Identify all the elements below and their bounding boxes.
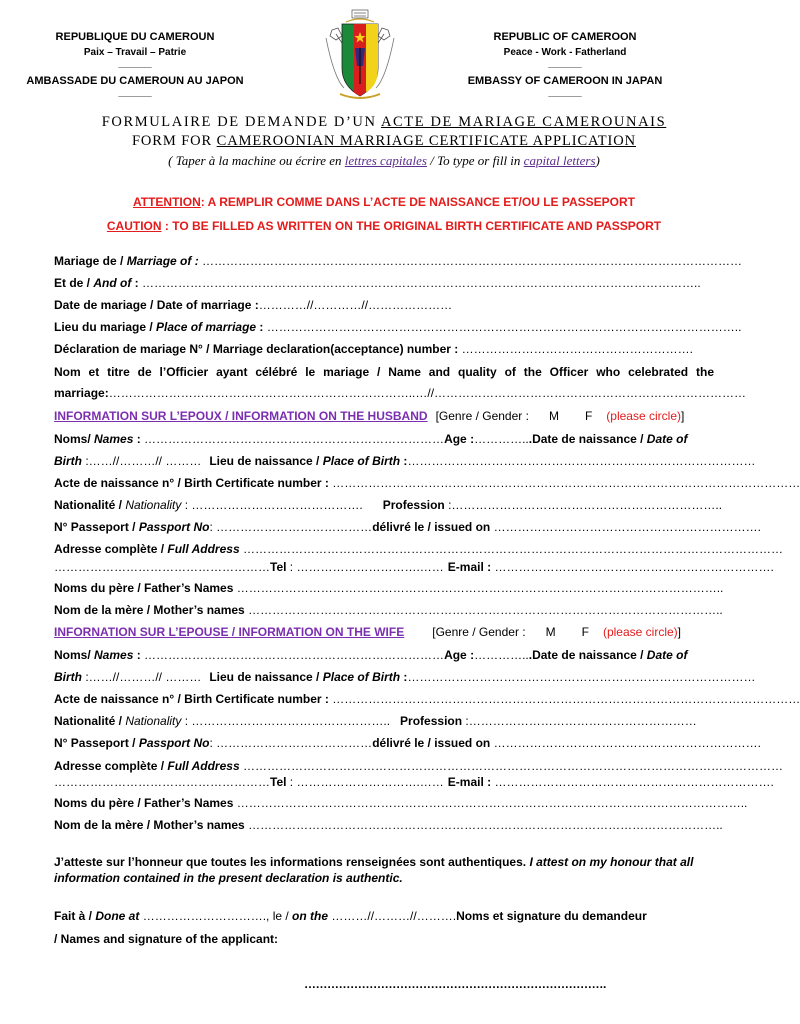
attention-label: ATTENTION xyxy=(132,195,201,209)
field-label: : xyxy=(400,454,408,468)
field-label: N° Passeport / xyxy=(54,520,139,534)
field-label: Names xyxy=(94,432,134,446)
issued-label: délivré le / issued on xyxy=(372,736,491,750)
field-label: Noms/ xyxy=(54,432,95,446)
field-label: : xyxy=(133,432,141,446)
divider-dash: ______ xyxy=(548,87,582,98)
title-en xyxy=(0,133,768,150)
gender-m-option[interactable]: M xyxy=(545,625,556,639)
field-label: Noms du père / Father’s Names xyxy=(54,581,234,595)
field-label: Noms du père / Father’s Names xyxy=(54,796,234,810)
nationality-placeholder: : ……………………………………. xyxy=(181,498,363,512)
birth-date-placeholder: :……//………// ……… xyxy=(82,454,202,468)
field-label: on the xyxy=(292,909,329,923)
header-right xyxy=(440,30,690,97)
officer-field[interactable] xyxy=(54,364,714,380)
gender-m-option[interactable]: M xyxy=(548,409,559,423)
field-label: Nom de la mère / Mother’s names xyxy=(54,603,245,617)
age-placeholder: ………….. xyxy=(474,648,529,662)
field-label: : xyxy=(400,670,408,684)
attestation-en: I attest on my honour that all information contained in the present declaration is authentic. xyxy=(54,855,694,885)
gender-bracket: ] xyxy=(677,625,682,639)
field-label: Full Address xyxy=(167,759,240,773)
email-label: E-mail : xyxy=(447,560,492,574)
instruction-part: ) xyxy=(595,153,600,168)
motto-fr: Paix – Travail – Patrie xyxy=(83,47,187,58)
birth-date-placeholder: :……//………// ……… xyxy=(82,670,202,684)
field-label: / Names and signature of the applicant: xyxy=(54,932,279,946)
instruction-caps-en: capital letters xyxy=(523,153,596,168)
done-at-field[interactable] xyxy=(54,908,714,924)
field-label: Nom de la mère / Mother’s names xyxy=(54,818,245,832)
wife-section-header xyxy=(54,624,714,640)
field-label: And of xyxy=(93,276,132,290)
title-fr xyxy=(0,114,768,131)
profession-label: Profession xyxy=(382,498,445,512)
husband-address-field[interactable]: Adresse complète / Full Address ……………………………………………………………………………………………………………………… xyxy=(54,542,783,556)
caution-label: CAUTION xyxy=(106,219,162,233)
divider-dash: ______ xyxy=(118,58,152,69)
gender-label: [Genre / Gender : xyxy=(432,625,526,639)
field-label: Nationality xyxy=(125,498,182,512)
field-label: Done at xyxy=(95,909,140,923)
tel-label: Tel xyxy=(270,560,287,574)
wife-tel-email-field[interactable]: ………………………………………………Tel : ………………………….…… E-mail : ……………………………………………………………. xyxy=(54,775,774,789)
divider-dash: ______ xyxy=(548,58,582,69)
passport-placeholder: : ………………………………… xyxy=(209,736,373,750)
gender-f-option[interactable]: F xyxy=(584,409,593,423)
field-label: Full Address xyxy=(167,542,240,556)
field-label: Lieu de naissance / xyxy=(209,670,323,684)
tel-placeholder: : ………………………….…… xyxy=(286,775,444,789)
wife-passport-field[interactable]: N° Passeport / Passport No: …………………………………délivré le / issued on …………………………………………………………. xyxy=(54,736,761,750)
field-label: Nationalité / xyxy=(54,714,126,728)
instruction-part: ( Taper à la machine ou écrire en xyxy=(168,153,345,168)
place-of-marriage-field[interactable]: Lieu du mariage / Place of marriage : ……………………………………………………………………………………………………….. xyxy=(54,320,742,334)
attention-text: : A REMPLIR COMME DANS L’ACTE DE NAISSANCE ET/OU LE PASSEPORT xyxy=(200,195,636,209)
field-label: Adresse complète / xyxy=(54,759,168,773)
field-label: Acte de naissance n° / Birth Certificate number : xyxy=(54,476,329,490)
caution-warning xyxy=(0,219,768,233)
tel-label: Tel xyxy=(270,775,287,789)
officer-placeholder: …………………………………………………………………..…//…………………………………………………………………… xyxy=(108,386,747,400)
field-label: Noms/ xyxy=(54,648,95,662)
wife-mother-field[interactable]: Nom de la mère / Mother’s names ……………………………………………………………………………………………………….. xyxy=(54,818,723,832)
dob-label: .Date de naissance / xyxy=(528,648,647,662)
wife-birth-field[interactable]: Birth :……//………// ……… Lieu de naissance / Place of Birth :…………………………………………………………………………… xyxy=(54,670,756,684)
tel-placeholder: : ………………………….…… xyxy=(286,560,444,574)
dob-label-en: Date of xyxy=(646,432,688,446)
and-of-field[interactable]: Et de / And of : ………………………………………………………………………………………………………………………….. xyxy=(54,276,701,290)
field-label: marriage: xyxy=(54,386,109,400)
instruction-caps-fr: lettres capitales xyxy=(344,153,427,168)
email-label: E-mail : xyxy=(447,775,492,789)
field-label: Place of Birth xyxy=(322,670,401,684)
instruction-part: / To type or fill in xyxy=(427,153,524,168)
passport-placeholder: : ………………………………… xyxy=(209,520,373,534)
dob-label-en: Date of xyxy=(646,648,688,662)
applicant-signature-label-en xyxy=(54,931,714,947)
attention-warning xyxy=(0,195,768,209)
field-label: Date de mariage / Date of marriage : xyxy=(54,298,259,312)
field-label: Adresse complète / xyxy=(54,542,168,556)
country-name-fr: REPUBLIQUE DU CAMEROUN xyxy=(55,31,215,43)
field-label: : xyxy=(131,276,139,290)
divider-dash: ______ xyxy=(118,87,152,98)
field-label: Acte de naissance n° / Birth Certificate number : xyxy=(54,692,329,706)
wife-names-field[interactable]: Noms/ Names : …………………………………………………………………Age :…………...Date de naissance / Date of xyxy=(54,648,688,662)
officer-field-cont[interactable] xyxy=(54,385,747,401)
field-label: Passport No xyxy=(138,736,210,750)
date-placeholder: ………//………//………. xyxy=(328,909,457,923)
section-title: INFORNATION SUR L’EPOUSE / INFORMATION ON THE WIFE xyxy=(54,625,405,639)
marriage-of-field[interactable]: Mariage de / Marriage of : ……………………………………………………………………………………………………………………… xyxy=(54,254,743,268)
attestation xyxy=(54,854,714,886)
field-label: Passport No xyxy=(138,520,210,534)
caution-text: : TO BE FILLED AS WRITTEN ON THE ORIGINAL BIRTH CERTIFICATE AND PASSPORT xyxy=(161,219,662,233)
title-en-prefix: FORM FOR xyxy=(131,133,217,149)
field-label: Fait à / xyxy=(54,909,96,923)
field-label: Nationality xyxy=(125,714,182,728)
husband-nationality-field[interactable]: Nationalité / Nationality : ……………………………………. Profession :………………………………………………………….. xyxy=(54,498,723,512)
signature-line[interactable]: ……………………………………………………………………. xyxy=(304,977,606,991)
field-label: Lieu de naissance / xyxy=(209,454,323,468)
title-fr-prefix: FORMULAIRE DE DEMANDE D’UN xyxy=(101,114,381,130)
date-placeholder: …………//…………//………………… xyxy=(258,298,453,312)
birth-label: Birth xyxy=(54,454,82,468)
section-title: INFORMATION SUR L’EPOUX / INFORMATION ON THE HUSBAND xyxy=(54,409,428,423)
attestation-fr: J’atteste sur l’honneur que toutes les informations renseignées sont authentiques. xyxy=(54,855,530,869)
embassy-name-en: EMBASSY OF CAMEROON IN JAPAN xyxy=(467,75,663,87)
embassy-name-fr: AMBASSADE DU CAMEROUN AU JAPON xyxy=(26,75,244,87)
field-label: Nom et titre de l’Officier ayant célébré le mariage / Name and quality of the Officer who celebrated the xyxy=(54,365,714,379)
please-circle-note: (please circle) xyxy=(602,625,678,639)
profession-label: Profession xyxy=(400,714,463,728)
declaration-number-field[interactable]: Déclaration de mariage N° / Marriage declaration(acceptance) number : …………………………………………………. xyxy=(54,342,693,356)
field-label: N° Passeport / xyxy=(54,736,139,750)
age-label: Age : xyxy=(444,648,475,662)
birth-label: Birth xyxy=(54,670,82,684)
husband-section-header xyxy=(54,408,714,424)
title-fr-main: ACTE DE MARIAGE CAMEROUNAIS xyxy=(380,114,667,130)
husband-birth-field[interactable]: Birth :……//………// ……… Lieu de naissance / Place of Birth :…………………………………………………………………………… xyxy=(54,454,756,468)
field-label: Marriage of : xyxy=(126,254,199,268)
field-label: Mariage de / xyxy=(54,254,127,268)
wife-nationality-field[interactable]: Nationalité / Nationality : ………………………………………….. Profession :………………………………………………… xyxy=(54,714,697,728)
field-label: Place of marriage xyxy=(156,320,257,334)
gender-bracket: ] xyxy=(681,409,685,423)
husband-father-field[interactable]: Noms du père / Father’s Names ………………………………………………………………………………………………………….. xyxy=(54,581,724,595)
husband-names-field[interactable]: Noms/ Names : …………………………………………………………………Age :…………...Date de naissance / Date of xyxy=(54,432,688,446)
applicant-signature-label: Noms et signature du demandeur xyxy=(456,909,647,923)
wife-address-field[interactable]: Adresse complète / Full Address ……………………………………………………………………………………………………………………… xyxy=(54,759,783,773)
please-circle-note: (please circle) xyxy=(606,409,681,423)
field-label: : xyxy=(133,648,141,662)
husband-tel-email-field[interactable]: ………………………………………………Tel : ………………………….…… E-mail : ……………………………………………………………. xyxy=(54,560,774,574)
nationality-placeholder: : ………………………………………….. xyxy=(181,714,391,728)
husband-passport-field[interactable]: N° Passeport / Passport No: …………………………………délivré le / issued on …………………………………………………………. xyxy=(54,520,761,534)
husband-birth-certificate-field[interactable]: Acte de naissance n° / Birth Certificate number : ……………………………………………………………………………………………………… xyxy=(54,476,800,490)
gender-f-option[interactable]: F xyxy=(581,625,589,639)
date-of-marriage-field[interactable] xyxy=(54,297,714,313)
cameroon-coat-of-arms-icon xyxy=(322,8,398,104)
header-left xyxy=(10,30,260,97)
country-name-en: REPUBLIC OF CAMEROON xyxy=(493,31,637,43)
husband-mother-field[interactable]: Nom de la mère / Mother’s names ……………………………………………………………………………………………………….. xyxy=(54,603,723,617)
done-at-placeholder: …………………………., le / xyxy=(139,909,293,923)
motto-en: Peace - Work - Fatherland xyxy=(503,47,627,58)
title-en-main: CAMEROONIAN MARRIAGE CERTIFICATE APPLICATION xyxy=(216,133,637,149)
wife-birth-certificate-field[interactable]: Acte de naissance n° / Birth Certificate number : ……………………………………………………………………………………………………… xyxy=(54,692,800,706)
dob-label: .Date de naissance / xyxy=(528,432,647,446)
field-label: Déclaration de mariage N° / Marriage declaration(acceptance) number : xyxy=(54,342,459,356)
gender-label: [Genre / Gender : xyxy=(435,409,529,423)
field-label: Names xyxy=(94,648,134,662)
field-label: : xyxy=(256,320,264,334)
age-label: Age : xyxy=(444,432,475,446)
issued-label: délivré le / issued on xyxy=(372,520,491,534)
field-label: Nationalité / xyxy=(54,498,126,512)
title-instruction xyxy=(0,153,768,169)
field-label: Et de / xyxy=(54,276,94,290)
field-label: Lieu du mariage / xyxy=(54,320,157,334)
age-placeholder: ………….. xyxy=(474,432,529,446)
wife-father-field[interactable]: Noms du père / Father’s Names ……………………………………………………………………………………………………………….. xyxy=(54,796,748,810)
field-label: Place of Birth xyxy=(322,454,401,468)
